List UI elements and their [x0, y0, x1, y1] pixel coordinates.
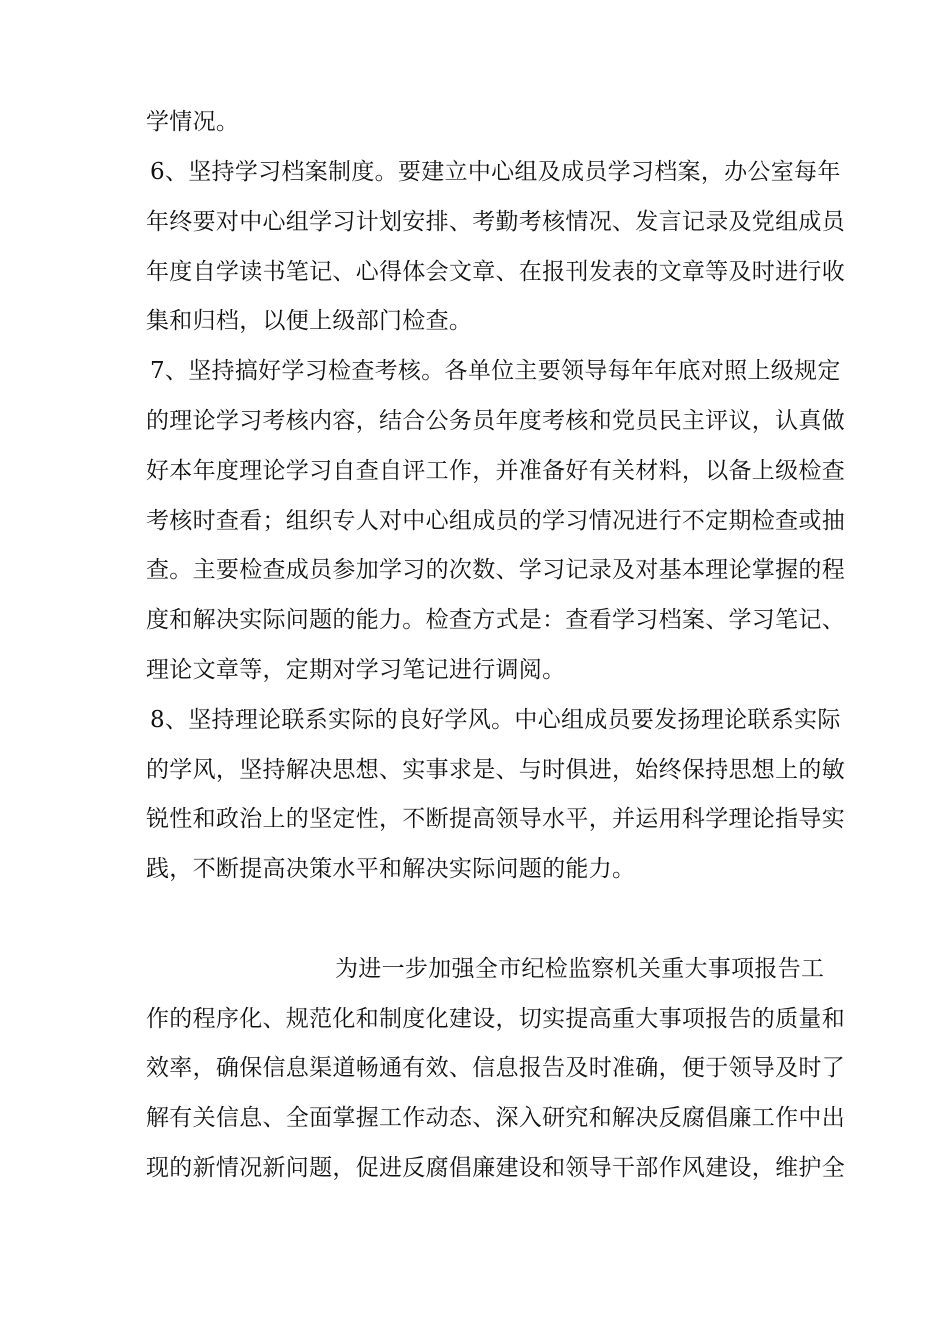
text-line: 8、坚持理论联系实际的良好学风。中心组成员要发扬理论联系实际 [150, 707, 841, 733]
text-line: 查。主要检查成员参加学习的次数、学习记录及对基本理论掌握的程 [146, 557, 845, 583]
text-line: 集和归档，以便上级部门检查。 [146, 308, 473, 334]
text-line: 好本年度理论学习自查自评工作，并准备好有关材料，以备上级检查 [146, 458, 845, 484]
text-line: 锐性和政治上的坚定性，不断提高领导水平，并运用科学理论指导实 [146, 806, 845, 832]
text-line: 7、坚持搞好学习检查考核。各单位主要领导每年年底对照上级规定 [150, 358, 841, 384]
text-line: 理论文章等，定期对学习笔记进行调阅。 [146, 657, 566, 683]
text-line: 解有关信息、全面掌握工作动态、深入研究和解决反腐倡廉工作中出 [146, 1105, 845, 1131]
text-line: 学情况。 [146, 109, 240, 135]
text-line: 考核时查看；组织专人对中心组成员的学习情况进行不定期检查或抽 [146, 508, 845, 534]
text-line: 现的新情况新问题，促进反腐倡廉建设和领导干部作风建设，维护全 [146, 1155, 845, 1181]
text-line: 的学风，坚持解决思想、实事求是、与时俱进，始终保持思想上的敏 [146, 757, 845, 783]
text-line: 为进一步加强全市纪检监察机关重大事项报告工 [335, 956, 825, 982]
text-line: 作的程序化、规范化和制度化建设，切实提高重大事项报告的质量和 [146, 1006, 845, 1032]
text-line: 6、坚持学习档案制度。要建立中心组及成员学习档案，办公室每年 [150, 159, 841, 185]
text-line: 效率，确保信息渠道畅通有效、信息报告及时准确，便于领导及时了 [146, 1055, 845, 1081]
text-line: 年度自学读书笔记、心得体会文章、在报刊发表的文章等及时进行收 [146, 259, 845, 285]
text-line: 度和解决实际问题的能力。检查方式是：查看学习档案、学习笔记、 [146, 607, 845, 633]
text-line: 年终要对中心组学习计划安排、考勤考核情况、发言记录及党组成员 [146, 209, 845, 235]
text-line: 践，不断提高决策水平和解决实际问题的能力。 [146, 856, 636, 882]
text-line: 的理论学习考核内容，结合公务员年度考核和党员民主评议，认真做 [146, 408, 845, 434]
